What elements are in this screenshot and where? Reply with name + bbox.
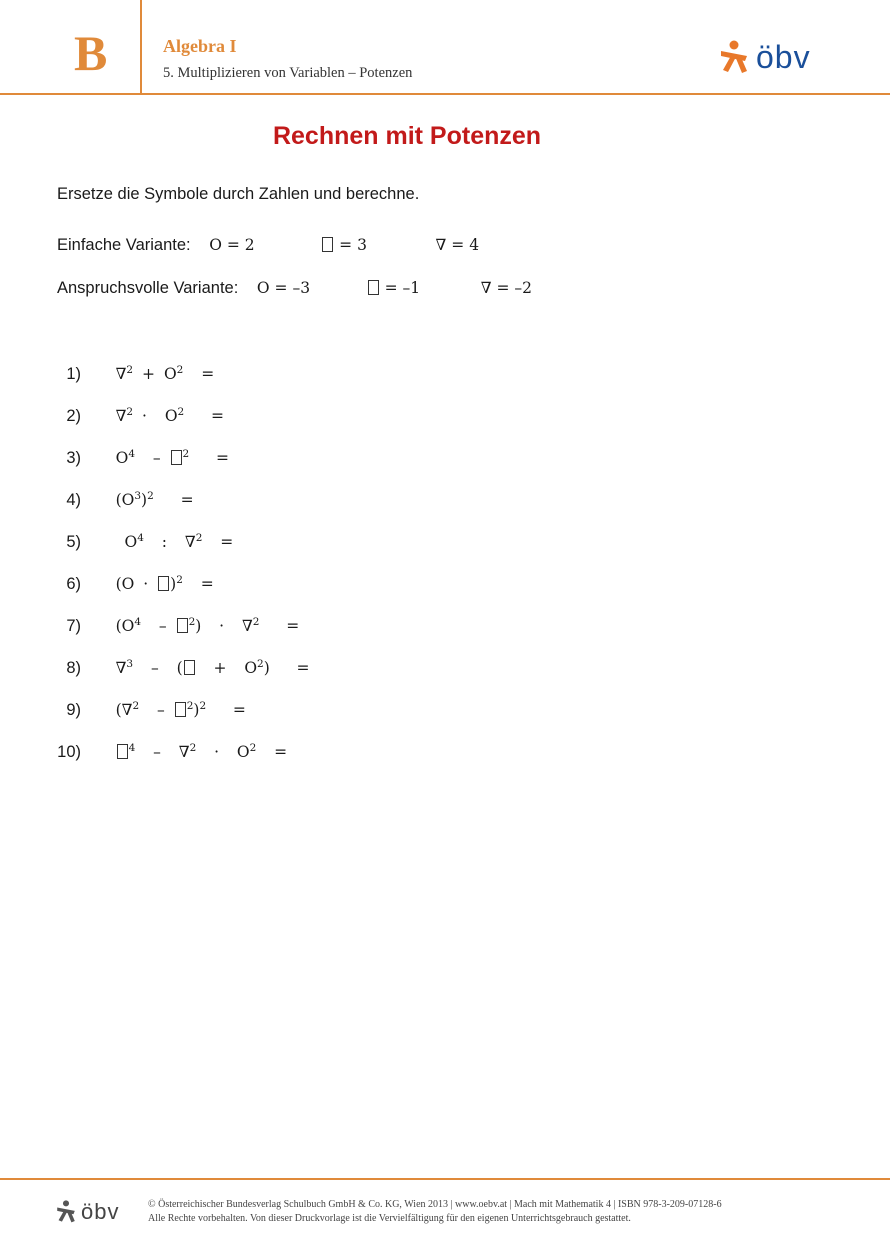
task-number: 3) xyxy=(66,449,81,467)
task-expression: ∇$^3$ – ( + $O^2$) = xyxy=(115,658,310,677)
square-icon xyxy=(368,280,379,295)
circle-value: O = 2 xyxy=(209,236,255,254)
page-title: Rechnen mit Potenzen xyxy=(272,122,542,150)
square-value: = –1 xyxy=(367,279,420,297)
task-3 xyxy=(57,446,229,470)
header-divider xyxy=(0,93,890,95)
instruction-text: Ersetze die Symbole durch Zahlen und berechne. xyxy=(57,185,420,203)
task-number: 2) xyxy=(66,407,81,425)
task-expression: $O^4$ : ∇$^2$ = xyxy=(115,532,234,551)
star-figure-icon xyxy=(55,1200,77,1223)
variant-advanced xyxy=(57,279,532,298)
task-expression: $(O^4 - ^2) \cdot \nabla^2$ = xyxy=(115,616,300,635)
square-icon xyxy=(171,450,182,465)
task-1 xyxy=(57,362,214,386)
square-value: = 3 xyxy=(321,236,367,254)
task-expression: $\nabla^2 \cdot O^2$ = xyxy=(115,406,224,425)
section-letter: B xyxy=(74,25,108,81)
square-icon xyxy=(175,702,186,717)
task-number: 4) xyxy=(66,491,81,509)
footer-divider xyxy=(0,1178,890,1180)
task-8 xyxy=(57,656,310,680)
task-5 xyxy=(57,530,233,554)
task-expression: $^4 - \nabla^2 \cdot O^2$ = xyxy=(116,743,288,761)
variant-label: Einfache Variante: xyxy=(57,236,191,254)
task-number: 7) xyxy=(66,617,81,635)
task-number: 6) xyxy=(66,575,81,593)
task-number: 10) xyxy=(57,743,81,761)
task-expression: $O^4 - ^2$ = xyxy=(115,448,229,467)
task-expression: (∇$^2$ – $^2$)$^2$ = xyxy=(115,700,246,719)
task-expression: $(O^3)^2$ = xyxy=(115,490,194,509)
task-10 xyxy=(57,740,287,764)
star-figure-icon xyxy=(718,40,750,74)
subject-title: Algebra I xyxy=(163,36,237,56)
variant-simple xyxy=(57,236,479,255)
square-icon xyxy=(158,576,169,591)
task-expression: $\nabla^2 + O^2$ = xyxy=(115,364,215,383)
task-7 xyxy=(57,614,299,638)
task-9 xyxy=(57,698,246,722)
header-divider-vertical xyxy=(140,0,142,93)
task-4 xyxy=(57,488,194,512)
task-6 xyxy=(57,572,214,596)
task-2 xyxy=(57,404,224,428)
publisher-logo xyxy=(718,40,811,74)
task-number: 8) xyxy=(66,659,81,677)
square-icon xyxy=(184,660,195,675)
square-icon xyxy=(117,744,128,759)
task-number: 5) xyxy=(66,533,81,551)
chapter-title: 5. Multiplizieren von Variablen – Potenzen xyxy=(163,65,413,81)
logo-text: öbv xyxy=(756,39,811,75)
logo-text: öbv xyxy=(81,1198,120,1224)
footer-line-1: © Österreichischer Bundesverlag Schulbuch GmbH & Co. KG, Wien 2013 | www.oebv.at | Mach mit Mathematik 4 | ISBN 978-3-209-07128-6 xyxy=(148,1199,722,1210)
nabla-value: ∇ = –2 xyxy=(480,279,532,297)
footer-logo xyxy=(55,1200,119,1223)
nabla-value: ∇ = 4 xyxy=(435,236,480,254)
task-number: 1) xyxy=(66,365,81,383)
square-icon xyxy=(322,237,333,252)
task-number: 9) xyxy=(66,701,81,719)
task-expression: $(O \cdot )^2$ = xyxy=(115,574,214,593)
footer-copyright xyxy=(148,1198,722,1226)
variant-label: Anspruchsvolle Variante: xyxy=(57,279,239,297)
circle-value: O = –3 xyxy=(256,279,311,297)
square-icon xyxy=(177,618,188,633)
footer-line-2: Alle Rechte vorbehalten. Von dieser Druckvorlage ist die Vervielfältigung für den eigenen Unterrichtsgebrauch gestattet. xyxy=(148,1213,631,1224)
